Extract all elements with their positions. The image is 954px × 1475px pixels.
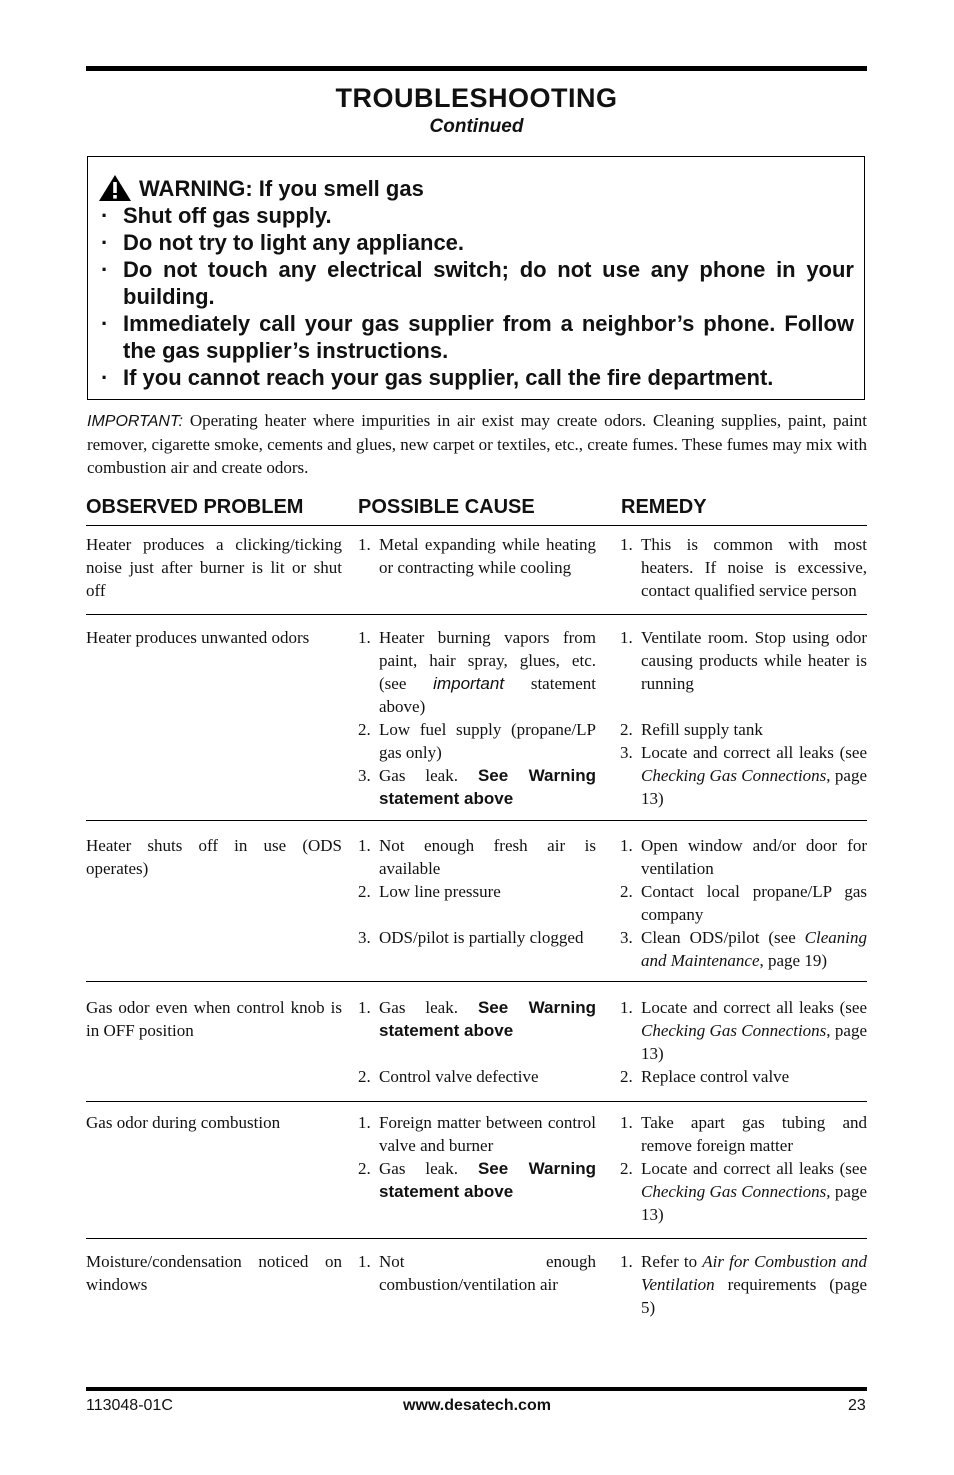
warning-item-text: Do not touch any electrical switch; do not use any phone in your building. <box>123 257 854 309</box>
important-text: Operating heater where impurities in air exist may create odors. Cleaning supplies, paint, paint remover, cigarette smoke, cements and glues, new carpet or textiles, etc., create fumes. These fumes may mix with combustion air and create odors. <box>87 411 867 477</box>
warning-item-text: Do not try to light any appliance. <box>123 230 465 255</box>
page-subtitle: Continued <box>429 116 524 137</box>
remedy-item <box>620 880 867 926</box>
row-divider <box>86 820 867 821</box>
possible-cause <box>358 1250 596 1296</box>
reference-title: Checking Gas Connections <box>641 1021 827 1040</box>
cause-item <box>358 764 596 810</box>
warning-item: · Immediately call your gas supplier from a neighbor’s phone. Follow the gas supplier’s instructions. <box>101 311 854 363</box>
possible-cause <box>358 718 596 764</box>
remedy <box>620 741 867 810</box>
remedy-item <box>620 926 867 972</box>
cause-item <box>358 996 596 1042</box>
remedy-text-part: , page 13) <box>641 766 867 808</box>
warning-triangle-icon <box>98 174 132 202</box>
remedy-item <box>620 1111 867 1157</box>
remedy-text: Refill supply tank <box>641 720 763 739</box>
remedy-text-part: Refer to <box>641 1252 698 1271</box>
see-warning-text: See Warning statement above <box>379 998 596 1040</box>
remedy-item <box>620 741 867 810</box>
cause-item <box>358 834 596 880</box>
remedy-number: 1. <box>620 1113 633 1132</box>
warning-heading <box>98 174 854 202</box>
remedy-text-part: , page 13) <box>641 1021 867 1063</box>
cause-text: Control valve defective <box>379 1067 539 1086</box>
cause-text-part: statement above) <box>379 674 596 716</box>
cause-item <box>358 1250 596 1296</box>
cause-text: Low fuel supply (propane/LP gas only) <box>379 720 596 762</box>
warning-item: · If you cannot reach your gas supplier, call the fire department. <box>98 364 854 391</box>
remedy-text-part: page 13) <box>641 1182 867 1224</box>
header-possible-cause: POSSIBLE CAUSE <box>358 496 535 518</box>
remedy <box>620 1065 867 1088</box>
cause-number: 1. <box>358 628 371 647</box>
possible-cause <box>358 1111 596 1157</box>
cause-number: 3. <box>358 766 371 785</box>
possible-cause <box>358 880 596 903</box>
cause-text: Not enough combustion/ventilation air <box>379 1252 596 1294</box>
cause-text <box>379 1157 596 1203</box>
cause-text <box>379 996 596 1042</box>
remedy <box>620 1250 867 1319</box>
possible-cause <box>358 834 596 880</box>
remedy-text <box>641 926 867 972</box>
cause-item <box>358 626 596 718</box>
observed-problem: Gas odor during combustion <box>86 1113 281 1132</box>
remedy-text <box>641 1250 867 1319</box>
cause-text-part: Heater burning vapors from paint, hair spray, glues, etc. (see <box>379 628 596 693</box>
see-warning-text: See Warning statement above <box>379 766 596 808</box>
emphasis-text: important <box>433 674 505 693</box>
cause-item <box>358 533 596 579</box>
remedy-item <box>620 626 867 695</box>
remedy-number: 1. <box>620 836 633 855</box>
cause-number: 1. <box>358 836 371 855</box>
cause-text: ODS/pilot is partially clogged <box>379 928 584 947</box>
cause-item <box>358 1111 596 1157</box>
remedy <box>620 880 867 926</box>
remedy-text: Open window and/or door for ventilation <box>641 836 867 878</box>
possible-cause <box>358 926 596 949</box>
remedy-text-part: Clean ODS/pilot (see <box>641 928 796 947</box>
cause-number: 1. <box>358 1252 371 1271</box>
row-divider <box>86 981 867 982</box>
row-divider <box>86 1101 867 1102</box>
possible-cause <box>358 533 596 579</box>
cause-text-part: Gas leak. <box>379 1159 458 1178</box>
cause-number: 3. <box>358 928 371 947</box>
remedy-text: Ventilate room. Stop using odor causing products while heater is running <box>641 628 867 693</box>
remedy-item <box>620 834 867 880</box>
row-divider <box>86 1238 867 1239</box>
observed-problem: Gas odor even when control knob is in OFF position <box>86 998 342 1040</box>
header-remedy: REMEDY <box>621 496 707 518</box>
remedy-number: 1. <box>620 628 633 647</box>
remedy-text: Contact local propane/LP gas company <box>641 882 867 924</box>
cause-text: Low line pressure <box>379 882 501 901</box>
cause-item <box>358 1065 596 1088</box>
observed-problem: Moisture/condensation noticed on windows <box>86 1252 342 1294</box>
remedy <box>620 1111 867 1157</box>
remedy-item <box>620 718 867 741</box>
cause-text: Metal expanding while heating or contracting while cooling <box>379 535 596 577</box>
doc-number: 113048-01C <box>86 1397 173 1414</box>
page-number: 23 <box>848 1397 866 1414</box>
remedy-number: 3. <box>620 928 633 947</box>
possible-cause <box>358 626 596 718</box>
cause-number: 2. <box>358 882 371 901</box>
remedy-number: 2. <box>620 1159 633 1178</box>
remedy-text <box>641 741 867 810</box>
cause-number: 2. <box>358 1067 371 1086</box>
remedy <box>620 533 867 602</box>
cause-text: Not enough fresh air is available <box>379 836 596 878</box>
warning-item-text: If you cannot reach your gas supplier, call the fire department. <box>123 365 774 390</box>
remedy-number: 3. <box>620 743 633 762</box>
cause-number: 1. <box>358 1113 371 1132</box>
page-title: TROUBLESHOOTING <box>335 83 618 113</box>
cause-number: 2. <box>358 1159 371 1178</box>
remedy-number: 2. <box>620 1067 633 1086</box>
warning-item: · Do not touch any electrical switch; do not use any phone in your building. <box>101 257 854 309</box>
reference-title: Cleaning and Maintenance <box>641 928 868 970</box>
remedy <box>620 718 867 741</box>
observed-problem: Heater produces a clicking/ticking noise just after burner is lit or shut off <box>86 535 342 600</box>
remedy-number: 1. <box>620 998 633 1017</box>
remedy <box>620 834 867 880</box>
warning-heading-text: WARNING: If you smell gas <box>139 175 424 201</box>
important-label: IMPORTANT: <box>87 413 183 430</box>
observed-problem: Heater shuts off in use (ODS operates) <box>86 836 342 878</box>
remedy-number: 2. <box>620 882 633 901</box>
cause-text <box>379 764 596 810</box>
observed-problem: Heater produces unwanted odors <box>86 628 310 647</box>
cause-number: 2. <box>358 720 371 739</box>
remedy-number: 1. <box>620 535 633 554</box>
cause-text: Foreign matter between control valve and burner <box>379 1113 596 1155</box>
header-observed-problem: OBSERVED PROBLEM <box>86 496 304 518</box>
warning-box <box>87 156 865 400</box>
possible-cause <box>358 764 596 810</box>
remedy-text <box>641 1157 867 1226</box>
warning-item: · Do not try to light any appliance. <box>98 229 854 256</box>
remedy <box>620 626 867 695</box>
row-divider <box>86 525 867 526</box>
remedy-item <box>620 1250 867 1319</box>
warning-item-text: Immediately call your gas supplier from a neighbor’s phone. Follow the gas supplier’s instructions. <box>123 311 854 363</box>
cause-item <box>358 880 596 903</box>
cause-text-part: Gas leak. <box>379 766 458 785</box>
remedy-item <box>620 1157 867 1226</box>
remedy-text-part: , page 19) <box>759 951 828 970</box>
cause-item <box>358 1157 596 1203</box>
remedy-text: Take apart gas tubing and remove foreign matter <box>641 1113 867 1155</box>
remedy-text-part: Locate and correct all leaks (see <box>641 743 867 762</box>
top-rule <box>86 66 867 71</box>
remedy-text: This is common with most heaters. If noise is excessive, contact qualified service person <box>641 535 867 600</box>
cause-item <box>358 926 596 949</box>
row-divider <box>86 614 867 615</box>
important-note <box>87 409 867 479</box>
remedy-text-part: requirements (page 5) <box>641 1275 868 1317</box>
cause-number: 1. <box>358 535 371 554</box>
possible-cause <box>358 996 596 1042</box>
remedy-number: 1. <box>620 1252 633 1271</box>
remedy <box>620 1157 867 1226</box>
bottom-rule <box>86 1387 867 1391</box>
remedy-item <box>620 996 867 1065</box>
remedy-item <box>620 1065 867 1088</box>
remedy-text <box>641 996 867 1065</box>
possible-cause <box>358 1157 596 1203</box>
reference-title: Air for Combustion and Ventilation <box>641 1252 867 1294</box>
remedy-text-part: Locate and correct all leaks (see <box>641 1159 867 1178</box>
remedy-text-part: Locate and correct all leaks (see <box>641 998 867 1017</box>
remedy <box>620 996 867 1065</box>
remedy-number: 2. <box>620 720 633 739</box>
warning-item-text: Shut off gas supply. <box>123 203 332 228</box>
cause-number: 1. <box>358 998 371 1017</box>
warning-item: · Shut off gas supply. <box>98 202 854 229</box>
remedy-item <box>620 533 867 602</box>
possible-cause <box>358 1065 596 1088</box>
reference-title: Checking Gas Connections, <box>641 1182 831 1201</box>
website: www.desatech.com <box>403 1397 551 1414</box>
remedy <box>620 926 867 972</box>
see-warning-text: See Warning statement above <box>379 1159 596 1201</box>
cause-item <box>358 718 596 764</box>
remedy-text: Replace control valve <box>641 1067 790 1086</box>
reference-title: Checking Gas Connections <box>641 766 827 785</box>
cause-text <box>379 626 596 718</box>
cause-text-part: Gas leak. <box>379 998 458 1017</box>
